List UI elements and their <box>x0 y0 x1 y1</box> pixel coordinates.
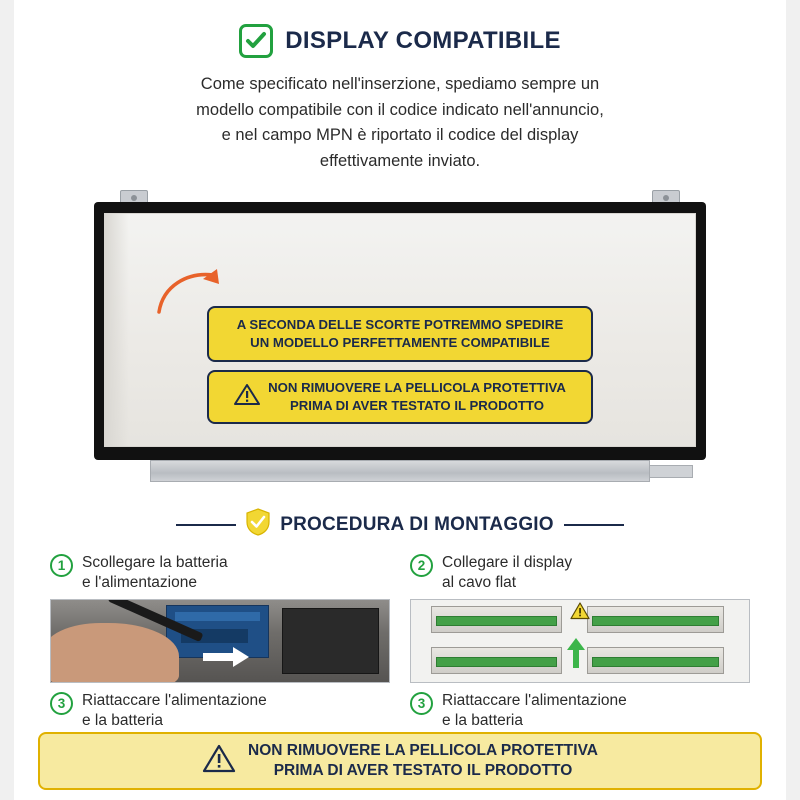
laptop-internals-image <box>51 600 389 682</box>
green-check-icon <box>239 24 273 58</box>
procedure-column-1 <box>50 553 390 736</box>
film-warning-callout <box>207 370 593 424</box>
content-area <box>14 0 786 800</box>
bottom-warning-line-1: NON RIMUOVERE LA PELLICOLA PROTETTIVA <box>248 741 598 759</box>
display-connector-tab <box>649 465 693 478</box>
right-rail <box>786 0 800 800</box>
step-3-right-line-2: e la batteria <box>442 711 523 729</box>
step-number-3-right: 3 <box>410 692 433 715</box>
battery-shape <box>282 608 379 674</box>
step-2-line-1: Collegare il display <box>442 554 573 572</box>
compatibility-callout-line-2: UN MODELLO PERFETTAMENTE COMPATIBILE <box>250 335 550 351</box>
bottom-warning-banner <box>38 732 762 790</box>
procedure-column-2 <box>410 553 750 736</box>
left-rail <box>0 0 14 800</box>
warning-triangle-icon <box>570 602 590 625</box>
step-text-1 <box>82 553 228 593</box>
film-warning-line-1: NON RIMUOVERE LA PELLICOLA PROTETTIVA <box>268 380 566 396</box>
step-number-2: 2 <box>410 554 433 577</box>
intro-line-4: effettivamente inviato. <box>319 151 481 170</box>
intro-line-1: Come specificato nell'inserzione, spediamo sempre un <box>200 75 600 93</box>
hand-shape <box>50 623 179 683</box>
connector-bottom-right <box>587 647 724 674</box>
step-text-2 <box>442 553 572 593</box>
intro-paragraph <box>110 72 690 174</box>
film-warning-line-2: PRIMA DI AVER TESTATO IL PRODOTTO <box>289 398 544 414</box>
warning-triangle-icon <box>202 744 236 779</box>
connector-top-left <box>431 606 561 633</box>
green-up-arrow-icon <box>566 638 586 673</box>
warning-triangle-icon <box>234 383 260 411</box>
step-3-left <box>50 691 390 731</box>
divider-right <box>564 524 624 526</box>
step-1 <box>50 553 390 593</box>
film-warning-text <box>268 379 566 415</box>
step-3-left-line-2: e la batteria <box>82 711 163 729</box>
header <box>14 24 786 58</box>
compatibility-callout <box>207 306 593 362</box>
step-1-line-1: Scollegare la batteria <box>82 554 228 572</box>
step-1-line-2: e l'alimentazione <box>82 574 197 592</box>
procedure-columns <box>28 553 772 736</box>
connector-green-strip <box>592 657 719 667</box>
connector-green-strip <box>436 616 556 626</box>
display-illustration <box>94 190 706 490</box>
page-title: DISPLAY COMPATIBILE <box>285 27 561 54</box>
connector-green-strip <box>592 616 719 626</box>
display-bezel <box>94 202 706 460</box>
bottom-warning-text <box>248 741 598 781</box>
procedure-title: PROCEDURA DI MONTAGGIO <box>280 513 554 535</box>
shield-icon <box>246 508 270 541</box>
step-text-3-right <box>442 691 627 731</box>
step-3-right-line-1: Riattaccare l'alimentazione <box>442 691 627 709</box>
step-number-1: 1 <box>50 554 73 577</box>
divider-left <box>176 524 236 526</box>
connector-image <box>411 600 749 682</box>
step-2-line-2: al cavo flat <box>442 574 517 592</box>
display-backlight-strip <box>150 460 650 482</box>
step-2 <box>410 553 750 593</box>
connector-top-right <box>587 606 724 633</box>
white-arrow-icon <box>203 647 249 672</box>
step-text-3-left <box>82 691 267 731</box>
connector-bottom-left <box>431 647 561 674</box>
laptop-internals-photo <box>50 599 390 683</box>
intro-line-2: modello compatibile con il codice indicato nell'annuncio, <box>196 100 604 119</box>
intro-line-3: e nel campo MPN è riportato il codice del display <box>221 126 579 145</box>
connector-green-strip <box>436 657 556 667</box>
step-number-3-left: 3 <box>50 692 73 715</box>
display-screen <box>104 213 696 447</box>
bottom-warning-line-2: PRIMA DI AVER TESTATO IL PRODOTTO <box>273 762 573 779</box>
procedure-header <box>14 508 786 541</box>
step-3-left-line-1: Riattaccare l'alimentazione <box>82 691 267 709</box>
compatibility-callout-line-1: A SECONDA DELLE SCORTE POTREMMO SPEDIRE <box>236 317 564 333</box>
flat-cable-connector-photo <box>410 599 750 683</box>
step-3-right <box>410 691 750 731</box>
